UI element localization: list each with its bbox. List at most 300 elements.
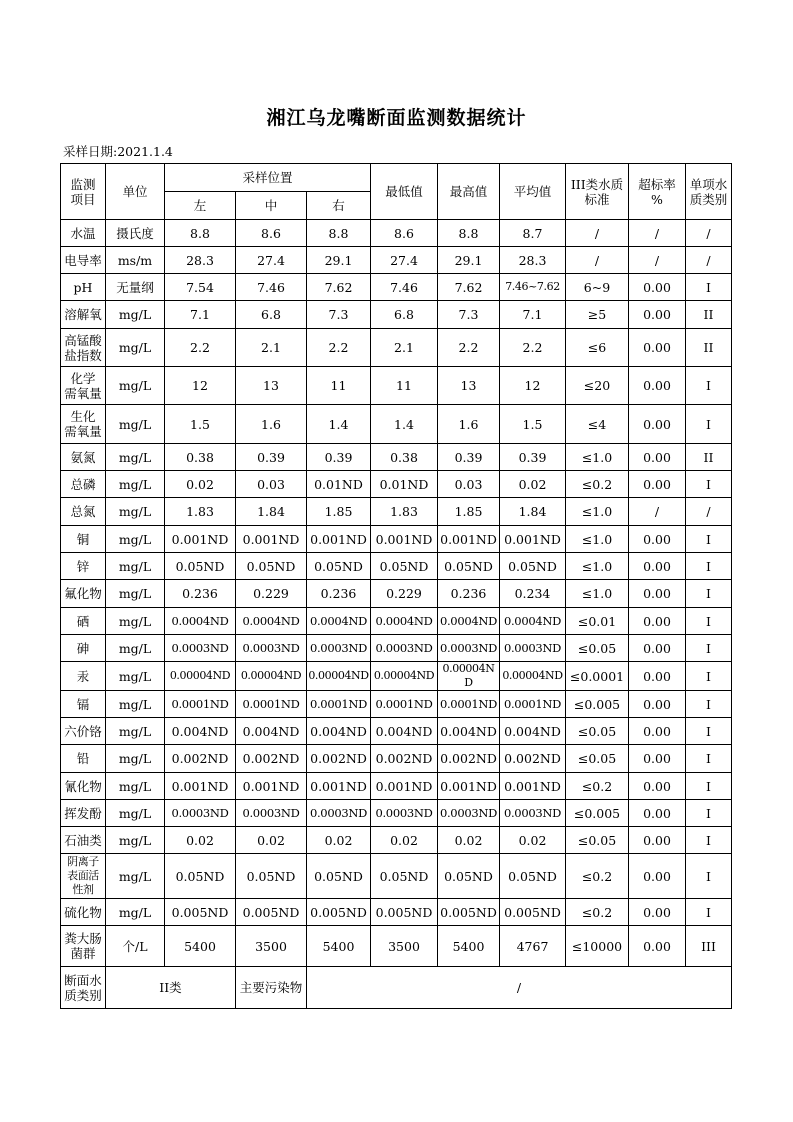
header-unit-label: 单位 <box>122 184 148 199</box>
cell-middle-value: 8.6 <box>261 225 281 241</box>
cell-avg-value: 0.39 <box>518 449 547 465</box>
cell-left-value: 28.3 <box>186 252 214 268</box>
cell-class <box>686 444 732 471</box>
cell-exceed <box>629 274 686 301</box>
cell-item <box>61 471 106 498</box>
cell-exceed-value: 0.00 <box>643 696 671 712</box>
cell-avg-value: 0.02 <box>518 476 547 492</box>
header-middle-label: 中 <box>264 198 278 213</box>
cell-left <box>165 220 236 247</box>
cell-class-value: I <box>706 416 711 432</box>
cell-exceed <box>629 444 686 471</box>
header-item <box>61 164 106 220</box>
cell-unit-value: mg/L <box>118 476 152 492</box>
cell-item <box>61 367 106 405</box>
cell-middle-value: 0.0003ND <box>242 805 300 820</box>
table-row <box>61 899 732 926</box>
cell-middle-value: 13 <box>263 378 279 393</box>
header-min-label: 最低值 <box>385 184 423 199</box>
cell-max <box>438 444 500 471</box>
cell-min <box>371 444 438 471</box>
cell-right <box>307 526 371 553</box>
table-row <box>61 662 732 691</box>
cell-exceed <box>629 854 686 899</box>
cell-min <box>371 691 438 718</box>
cell-min-value: 8.6 <box>394 225 414 241</box>
cell-item-value: 锌 <box>76 558 90 574</box>
cell-left <box>165 471 236 498</box>
cell-left-value: 0.05ND <box>175 868 225 884</box>
cell-standard-value: ≤0.05 <box>577 751 617 766</box>
cell-middle-value: 0.001ND <box>242 531 300 547</box>
cell-max-value: 0.236 <box>450 586 487 601</box>
cell-right <box>307 498 371 526</box>
cell-right <box>307 247 371 274</box>
cell-right-value: 7.62 <box>324 279 353 295</box>
cell-left-value: 12 <box>192 378 208 393</box>
table-row <box>61 691 732 718</box>
cell-left <box>165 800 236 827</box>
table-row <box>61 329 732 367</box>
cell-avg <box>500 800 566 827</box>
cell-left-value: 0.00004ND <box>169 669 231 682</box>
cell-middle <box>236 926 307 967</box>
cell-min-value: 27.4 <box>390 252 418 268</box>
cell-unit-value: 无量纲 <box>116 279 154 295</box>
cell-unit-value: mg/L <box>118 378 152 393</box>
footer-label <box>61 967 106 1009</box>
cell-middle-value: 0.0004ND <box>242 613 300 628</box>
cell-avg <box>500 274 566 301</box>
cell-middle-value: 0.005ND <box>242 904 300 920</box>
cell-left-value: 1.83 <box>186 504 214 519</box>
cell-middle-value: 0.004ND <box>242 723 300 739</box>
cell-right <box>307 580 371 608</box>
cell-right <box>307 274 371 301</box>
cell-class <box>686 662 732 691</box>
cell-exceed <box>629 220 686 247</box>
cell-class <box>686 635 732 662</box>
footer-class-value-text: II类 <box>159 980 182 995</box>
cell-middle <box>236 471 307 498</box>
cell-avg <box>500 247 566 274</box>
cell-item-value: 铅 <box>76 751 90 766</box>
cell-item-value: 镉 <box>76 696 90 712</box>
monitoring-data-table <box>60 163 732 1009</box>
footer-pollutant-label <box>236 967 307 1009</box>
cell-right <box>307 444 371 471</box>
cell-item <box>61 773 106 800</box>
cell-max-value: 5400 <box>452 938 485 954</box>
cell-max <box>438 329 500 367</box>
cell-min-value: 0.02 <box>390 832 418 848</box>
cell-unit-value: mg/L <box>118 696 152 712</box>
cell-min-value: 0.01ND <box>379 476 429 492</box>
cell-exceed <box>629 800 686 827</box>
cell-item-value: 挥发酚 <box>64 805 102 821</box>
cell-standard-value: ≤0.05 <box>577 723 617 739</box>
cell-item-value: 硫化物 <box>64 904 102 920</box>
cell-middle <box>236 367 307 405</box>
cell-avg-value: 0.0001ND <box>503 696 562 711</box>
cell-unit-value: 摄氏度 <box>116 225 154 241</box>
cell-avg-value: 0.002ND <box>504 751 561 766</box>
cell-unit-value: mg/L <box>118 904 152 920</box>
table-row <box>61 526 732 553</box>
cell-min <box>371 718 438 745</box>
cell-min-value: 6.8 <box>394 307 414 322</box>
cell-right-value: 0.005ND <box>310 904 367 920</box>
cell-item <box>61 926 106 967</box>
cell-right-value: 29.1 <box>324 252 353 268</box>
cell-class-value: I <box>706 279 711 295</box>
cell-unit <box>106 926 165 967</box>
cell-unit-value: mg/L <box>118 640 152 656</box>
cell-middle <box>236 301 307 329</box>
cell-max-value: 0.002ND <box>440 751 497 766</box>
cell-left <box>165 718 236 745</box>
header-class <box>686 164 732 220</box>
cell-max <box>438 635 500 662</box>
cell-middle <box>236 662 307 691</box>
cell-middle-value: 3500 <box>255 938 287 954</box>
cell-left-value: 7.54 <box>186 279 214 295</box>
cell-exceed <box>629 745 686 773</box>
cell-max-value: 13 <box>460 378 477 393</box>
cell-item <box>61 405 106 444</box>
cell-max-value: 0.004ND <box>440 723 497 739</box>
cell-class <box>686 608 732 635</box>
cell-item-value: 氰化物 <box>64 778 102 794</box>
cell-avg-value: 28.3 <box>518 252 547 268</box>
cell-middle <box>236 854 307 899</box>
cell-left <box>165 745 236 773</box>
cell-class <box>686 899 732 926</box>
cell-class-value: I <box>706 586 711 601</box>
header-min <box>371 164 438 220</box>
cell-unit <box>106 553 165 580</box>
cell-unit-value: mg/L <box>118 340 152 355</box>
cell-unit-value: mg/L <box>118 668 152 684</box>
cell-middle-value: 0.0003ND <box>242 640 300 655</box>
header-item-label: 监测 项目 <box>70 176 96 207</box>
cell-max-value: 0.0004ND <box>439 613 498 628</box>
header-avg-label: 平均值 <box>513 184 552 199</box>
cell-avg-value: 7.1 <box>522 307 543 322</box>
cell-exceed <box>629 247 686 274</box>
cell-min <box>371 745 438 773</box>
cell-min-value: 0.05ND <box>379 558 429 574</box>
cell-middle <box>236 718 307 745</box>
cell-standard-value: / <box>594 225 600 241</box>
cell-left <box>165 580 236 608</box>
cell-exceed-value: 0.00 <box>643 531 671 547</box>
cell-left-value: 0.005ND <box>171 904 229 920</box>
footer-label-text: 断面水 质类别 <box>64 972 102 1003</box>
cell-standard-value: ≤4 <box>587 416 607 432</box>
cell-unit-value: mg/L <box>118 558 152 574</box>
cell-avg-value: 0.02 <box>518 832 547 848</box>
cell-avg-value: 0.00004ND <box>502 669 563 682</box>
cell-middle <box>236 526 307 553</box>
cell-middle-value: 0.03 <box>257 476 285 492</box>
cell-class <box>686 405 732 444</box>
cell-class <box>686 580 732 608</box>
cell-avg-value: 0.004ND <box>504 723 561 739</box>
cell-class-value: I <box>706 558 711 574</box>
table-row <box>61 718 732 745</box>
cell-max <box>438 247 500 274</box>
cell-min <box>371 498 438 526</box>
cell-standard-value: 6~9 <box>583 279 611 295</box>
cell-max-value: 2.2 <box>458 340 479 355</box>
cell-max <box>438 608 500 635</box>
cell-item <box>61 498 106 526</box>
cell-class-value: / <box>706 504 711 519</box>
cell-item-value: pH <box>73 279 93 295</box>
cell-middle <box>236 691 307 718</box>
cell-middle-value: 27.4 <box>257 252 285 268</box>
cell-right-value: 0.0004ND <box>309 613 368 628</box>
cell-left-value: 5400 <box>184 938 216 954</box>
cell-exceed <box>629 608 686 635</box>
cell-max-value: 0.005ND <box>440 904 497 920</box>
cell-class <box>686 220 732 247</box>
cell-right-value: 0.0003ND <box>309 805 368 820</box>
cell-standard-value: ≤0.005 <box>573 696 621 712</box>
cell-min <box>371 553 438 580</box>
cell-max <box>438 301 500 329</box>
cell-class-value: I <box>706 531 711 547</box>
cell-standard <box>566 745 629 773</box>
cell-min <box>371 608 438 635</box>
cell-unit-value: mg/L <box>118 531 152 547</box>
cell-exceed-value: 0.00 <box>643 832 671 848</box>
cell-standard-value: ≤1.0 <box>581 558 613 574</box>
cell-min <box>371 926 438 967</box>
cell-exceed <box>629 926 686 967</box>
cell-unit-value: mg/L <box>118 832 152 848</box>
cell-standard <box>566 220 629 247</box>
cell-unit <box>106 498 165 526</box>
cell-exceed <box>629 301 686 329</box>
cell-unit-value: mg/L <box>118 805 152 821</box>
cell-class <box>686 274 732 301</box>
cell-item <box>61 827 106 854</box>
cell-right-value: 0.002ND <box>310 751 367 766</box>
cell-class-value: II <box>703 307 714 322</box>
cell-standard <box>566 773 629 800</box>
cell-standard <box>566 827 629 854</box>
header-avg <box>500 164 566 220</box>
cell-class-value: I <box>706 668 711 684</box>
table-row <box>61 498 732 526</box>
cell-left-value: 2.2 <box>190 340 210 355</box>
cell-left <box>165 827 236 854</box>
cell-min <box>371 854 438 899</box>
sampling-date: 采样日期:2021.1.4 <box>63 144 173 159</box>
cell-max-value: 0.0003ND <box>439 640 498 655</box>
cell-min-value: 0.00004ND <box>373 669 435 682</box>
cell-item-value: 化学 需氧量 <box>64 370 102 401</box>
table-body <box>61 164 732 1009</box>
cell-avg <box>500 662 566 691</box>
cell-unit <box>106 471 165 498</box>
cell-avg-value: 0.0003ND <box>503 640 562 655</box>
cell-class-value: I <box>706 476 711 492</box>
table-row <box>61 471 732 498</box>
cell-class <box>686 800 732 827</box>
footer-pollutant-value-text: / <box>516 980 522 995</box>
cell-item <box>61 526 106 553</box>
cell-right-value: 0.00004ND <box>308 669 369 682</box>
cell-middle-value: 7.46 <box>257 279 285 295</box>
cell-middle <box>236 274 307 301</box>
cell-left <box>165 926 236 967</box>
cell-right-value: 0.004ND <box>310 723 367 739</box>
cell-item <box>61 662 106 691</box>
cell-middle <box>236 827 307 854</box>
cell-unit <box>106 745 165 773</box>
cell-item-value: 砷 <box>76 640 90 656</box>
cell-left <box>165 274 236 301</box>
cell-min-value: 2.1 <box>394 340 414 355</box>
cell-right-value: 0.236 <box>320 586 357 601</box>
cell-avg-value: 8.7 <box>522 225 543 241</box>
cell-item <box>61 899 106 926</box>
cell-middle <box>236 899 307 926</box>
cell-avg <box>500 854 566 899</box>
cell-right <box>307 827 371 854</box>
cell-left <box>165 691 236 718</box>
cell-min-value: 0.001ND <box>375 531 433 547</box>
cell-middle-value: 2.1 <box>261 340 281 355</box>
cell-unit <box>106 301 165 329</box>
cell-exceed <box>629 471 686 498</box>
cell-item-value: 铜 <box>76 531 90 547</box>
cell-max <box>438 498 500 526</box>
cell-standard-value: ≤20 <box>583 378 611 393</box>
cell-max <box>438 526 500 553</box>
cell-exceed-value: 0.00 <box>643 378 671 393</box>
cell-class-value: I <box>706 696 711 712</box>
header-left-label: 左 <box>193 198 207 213</box>
cell-class <box>686 691 732 718</box>
cell-left-value: 0.004ND <box>171 723 229 739</box>
cell-standard <box>566 367 629 405</box>
cell-standard-value: ≤0.2 <box>581 868 613 884</box>
table-row <box>61 773 732 800</box>
page-title: 湘江乌龙嘴断面监测数据统计 <box>266 107 527 129</box>
cell-standard <box>566 899 629 926</box>
cell-min <box>371 662 438 691</box>
cell-standard-value: ≤1.0 <box>581 531 613 547</box>
cell-standard <box>566 553 629 580</box>
cell-unit-value: mg/L <box>118 723 152 739</box>
cell-class <box>686 526 732 553</box>
cell-max-value: 0.39 <box>454 449 483 465</box>
cell-unit <box>106 827 165 854</box>
cell-unit <box>106 635 165 662</box>
cell-avg <box>500 220 566 247</box>
cell-max <box>438 580 500 608</box>
cell-avg <box>500 553 566 580</box>
footer-class-value <box>106 967 236 1009</box>
cell-min-value: 1.83 <box>390 504 418 519</box>
cell-exceed-value: 0.00 <box>643 279 671 295</box>
cell-exceed-value: 0.00 <box>643 613 671 629</box>
cell-middle-value: 1.6 <box>261 416 281 432</box>
cell-standard <box>566 274 629 301</box>
cell-class <box>686 926 732 967</box>
cell-item <box>61 635 106 662</box>
cell-avg <box>500 899 566 926</box>
cell-min-value: 0.005ND <box>375 904 433 920</box>
cell-avg <box>500 718 566 745</box>
cell-left-value: 1.5 <box>190 416 210 432</box>
cell-min-value: 0.05ND <box>379 868 429 884</box>
cell-middle-value: 0.05ND <box>246 558 296 574</box>
cell-avg-value: 7.46~7.62 <box>505 280 560 293</box>
header-right-label: 右 <box>332 198 345 213</box>
cell-max-value: 0.05ND <box>444 558 493 574</box>
cell-item <box>61 444 106 471</box>
cell-middle <box>236 553 307 580</box>
cell-middle-value: 0.05ND <box>246 868 296 884</box>
cell-right <box>307 926 371 967</box>
cell-exceed <box>629 662 686 691</box>
cell-standard <box>566 608 629 635</box>
cell-max <box>438 662 500 691</box>
cell-left-value: 0.0001ND <box>171 696 229 711</box>
cell-min <box>371 526 438 553</box>
cell-class-value: I <box>706 640 711 656</box>
cell-right-value: 0.001ND <box>310 778 367 794</box>
cell-exceed <box>629 367 686 405</box>
table-row <box>61 745 732 773</box>
cell-unit <box>106 718 165 745</box>
cell-avg <box>500 301 566 329</box>
cell-max-value: 29.1 <box>454 252 483 268</box>
cell-standard-value: ≥5 <box>587 307 607 322</box>
cell-class-value: II <box>703 449 714 465</box>
cell-right <box>307 662 371 691</box>
cell-left <box>165 662 236 691</box>
cell-min-value: 0.004ND <box>375 723 433 739</box>
cell-class-value: I <box>706 832 711 848</box>
cell-max <box>438 800 500 827</box>
cell-left <box>165 498 236 526</box>
cell-max-value: 0.03 <box>454 476 483 492</box>
cell-item <box>61 220 106 247</box>
cell-max-value: 0.001ND <box>440 778 497 794</box>
cell-unit-value: mg/L <box>118 504 152 519</box>
cell-min <box>371 827 438 854</box>
cell-class-value: III <box>701 938 716 954</box>
cell-min <box>371 247 438 274</box>
cell-left-value: 0.05ND <box>175 558 225 574</box>
header-exceed-label: 超标率 % <box>638 176 676 207</box>
cell-avg <box>500 691 566 718</box>
cell-item-value: 六价铬 <box>64 723 102 739</box>
cell-min-value: 7.46 <box>390 279 418 295</box>
cell-item-value: 水温 <box>70 225 96 241</box>
table-row <box>61 405 732 444</box>
cell-class-value: I <box>706 904 711 920</box>
cell-max-value: 0.001ND <box>440 531 497 547</box>
cell-min <box>371 367 438 405</box>
cell-left-value: 0.0004ND <box>171 613 229 628</box>
